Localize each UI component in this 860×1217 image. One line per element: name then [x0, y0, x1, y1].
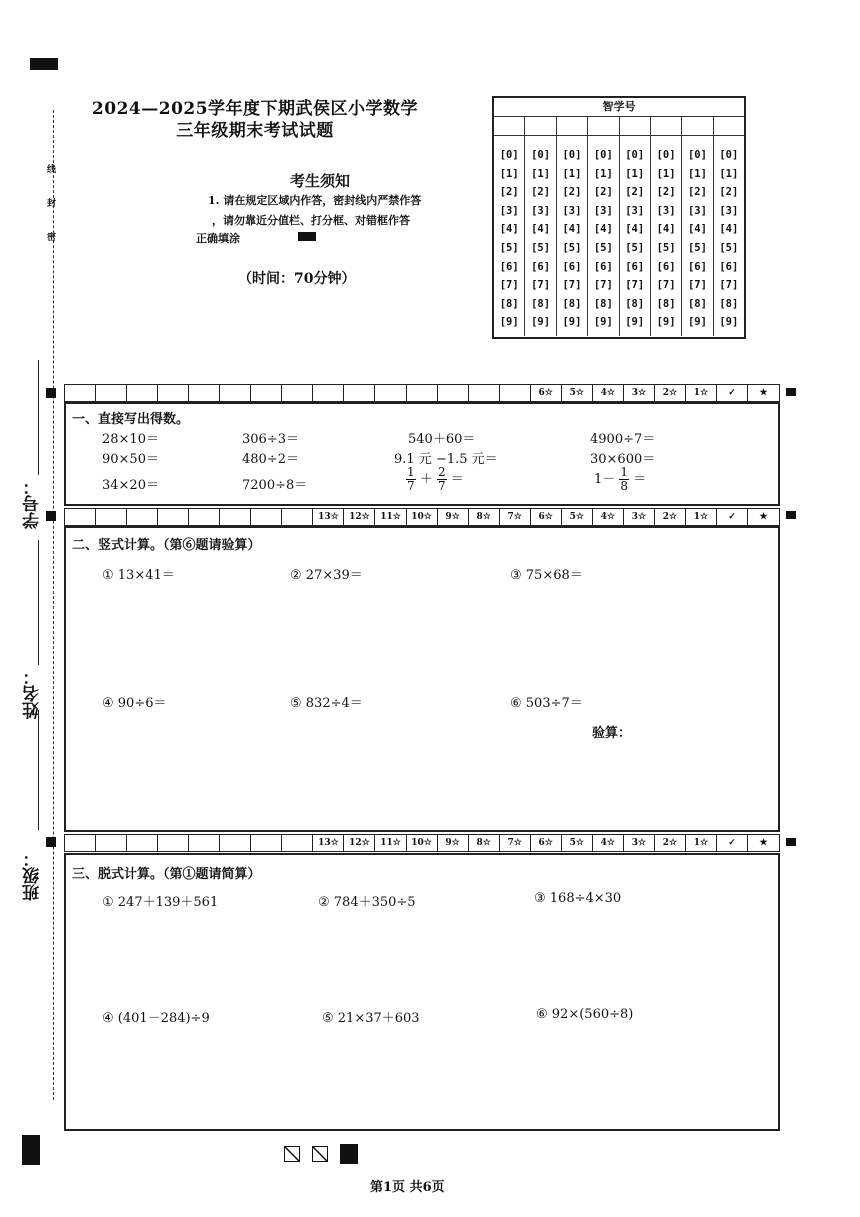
- score-cell[interactable]: ✓: [717, 835, 748, 851]
- student-id-column: [494, 117, 525, 336]
- student-id-bubble[interactable]: [4]: [531, 223, 551, 236]
- s3-item: ③ 168÷4×30: [534, 891, 622, 906]
- row-marker-right: [786, 511, 796, 519]
- section3-box: [64, 853, 780, 1131]
- student-id-bubble[interactable]: [5]: [593, 241, 613, 254]
- student-id-bubble[interactable]: [8]: [593, 297, 613, 310]
- student-id-bubble[interactable]: [8]: [531, 297, 551, 310]
- student-id-bubble[interactable]: [9]: [531, 316, 551, 329]
- score-cell-blank: [407, 385, 438, 401]
- student-id-bubble[interactable]: [8]: [719, 297, 739, 310]
- student-id-bubble[interactable]: [2]: [593, 186, 613, 199]
- score-cell[interactable]: 2☆: [655, 835, 686, 851]
- student-id-digit-box[interactable]: [714, 117, 744, 136]
- student-id-bubble[interactable]: [7]: [562, 279, 582, 292]
- s1-item: 34×20＝: [102, 478, 159, 493]
- student-id-bubble[interactable]: [4]: [593, 223, 613, 236]
- student-id-bubble[interactable]: [3]: [531, 204, 551, 217]
- student-id-bubble[interactable]: [6]: [499, 260, 519, 273]
- row-marker-left: [46, 837, 56, 847]
- section1-title: 一、直接写出得数。: [72, 412, 190, 427]
- s1-fraction-sum: [406, 466, 464, 493]
- row-marker-left: [46, 388, 56, 398]
- score-cell-blank: [189, 509, 220, 525]
- s1-item: 306÷3＝: [242, 432, 299, 447]
- score-cell-blank: [438, 385, 469, 401]
- frac-num: 1: [407, 465, 415, 479]
- score-cell[interactable]: 4☆: [593, 835, 624, 851]
- s3-item: ④ (401－284)÷9: [102, 1011, 210, 1026]
- s2-item: ③ 75×68＝: [510, 568, 583, 583]
- score-cell[interactable]: ★: [759, 838, 768, 848]
- student-id-column: [682, 117, 713, 336]
- name-line-lower: [38, 710, 39, 830]
- score-cell-blank: [500, 385, 531, 401]
- student-id-bubble[interactable]: [7]: [499, 279, 519, 292]
- student-id-bubble[interactable]: [9]: [593, 316, 613, 329]
- student-id-bubble[interactable]: [9]: [656, 316, 676, 329]
- student-id-bubble[interactable]: [2]: [625, 186, 645, 199]
- row-marker-right: [786, 388, 796, 396]
- filled-box: [340, 1144, 358, 1164]
- score-cell-blank: [282, 835, 313, 851]
- student-id-bubble[interactable]: [1]: [499, 167, 519, 180]
- score-cell[interactable]: 1☆: [686, 509, 717, 525]
- s2-item: ⑤ 832÷4＝: [290, 696, 363, 711]
- student-id-bubble[interactable]: [1]: [531, 167, 551, 180]
- student-id-bubble[interactable]: [8]: [625, 297, 645, 310]
- student-id-digit-box[interactable]: [494, 117, 524, 136]
- student-id-bubble[interactable]: [0]: [562, 149, 582, 161]
- score-cell-blank: [469, 385, 500, 401]
- s2-check-label: 验算：: [592, 726, 632, 741]
- score-cell[interactable]: 11☆: [375, 835, 406, 851]
- student-id-bubble[interactable]: [3]: [719, 204, 739, 217]
- score-cell[interactable]: 2☆: [655, 385, 686, 401]
- seal-char: 封: [47, 199, 57, 209]
- student-id-bubble[interactable]: [4]: [499, 223, 519, 236]
- frac-eq: ＝: [450, 472, 464, 487]
- score-row-section2: [64, 508, 780, 526]
- student-id-bubble[interactable]: [0]: [625, 149, 645, 161]
- student-id-bubble[interactable]: [5]: [499, 241, 519, 254]
- student-id-bubble[interactable]: [5]: [656, 241, 676, 254]
- student-id-bubble[interactable]: [4]: [656, 223, 676, 236]
- row-marker-left: [46, 511, 56, 521]
- score-cell[interactable]: 6☆: [531, 509, 562, 525]
- frac-den: 8: [620, 479, 629, 493]
- seal-line: [53, 110, 54, 1100]
- row-marker-right: [786, 838, 796, 846]
- s2-item: ⑥ 503÷7＝: [510, 696, 583, 711]
- student-id-column: [620, 117, 651, 336]
- student-id-bubble[interactable]: [7]: [531, 279, 551, 292]
- student-id-digit-box[interactable]: [588, 117, 618, 136]
- score-cell-blank: [220, 835, 251, 851]
- name-line: [38, 540, 39, 665]
- score-cell[interactable]: 6☆: [531, 385, 562, 401]
- student-id-bubble[interactable]: [3]: [687, 204, 707, 217]
- student-id-bubble[interactable]: [5]: [719, 241, 739, 254]
- s1-item: 540＋60＝: [408, 432, 476, 447]
- score-cell-blank: [65, 835, 96, 851]
- student-id-bubble[interactable]: [0]: [687, 149, 707, 161]
- class-label: 班级：: [23, 850, 43, 901]
- student-id-bubble[interactable]: [7]: [687, 279, 707, 292]
- student-id-bubble[interactable]: [2]: [656, 186, 676, 199]
- score-cell-blank: [189, 385, 220, 401]
- score-cell-blank: [65, 509, 96, 525]
- student-id-bubble[interactable]: [0]: [656, 149, 676, 161]
- score-cell[interactable]: 5☆: [562, 509, 593, 525]
- section1-box: [64, 402, 780, 506]
- s1-item: 90×50＝: [102, 452, 159, 467]
- student-id-bubble[interactable]: [8]: [562, 297, 582, 310]
- score-row-section1: [64, 384, 780, 402]
- score-cell[interactable]: ★: [759, 512, 768, 522]
- score-cell[interactable]: 4☆: [593, 509, 624, 525]
- frac-den: 7: [437, 479, 446, 493]
- s1-item: 7200÷8＝: [242, 478, 308, 493]
- student-id-bubble[interactable]: [4]: [719, 223, 739, 236]
- student-id-title: 智学号: [494, 98, 744, 117]
- score-cell[interactable]: 5☆: [562, 835, 593, 851]
- score-cell-blank: [344, 385, 375, 401]
- student-id-bubble[interactable]: [6]: [687, 260, 707, 273]
- score-cell-blank: [158, 509, 189, 525]
- student-id-bubble[interactable]: [1]: [625, 167, 645, 180]
- crossed-box: [312, 1146, 328, 1162]
- notice-line-3: 正确填涂: [196, 232, 240, 245]
- student-id-bubble[interactable]: [6]: [656, 260, 676, 273]
- student-id-bubble[interactable]: [9]: [625, 316, 645, 329]
- s1-item: 480÷2＝: [242, 452, 299, 467]
- name-label: 姓名：: [23, 668, 43, 719]
- exam-title-line1: 2024—2025学年度下期武侯区小学数学: [91, 99, 419, 119]
- student-id-bubble[interactable]: [1]: [687, 167, 707, 180]
- score-cell-blank: [251, 835, 282, 851]
- student-id-bubble[interactable]: [1]: [656, 167, 676, 180]
- exam-time: （时间：70分钟）: [238, 271, 356, 287]
- student-id-bubble[interactable]: [7]: [656, 279, 676, 292]
- frac-num: 2: [437, 465, 446, 479]
- score-cell-blank: [65, 385, 96, 401]
- seal-char: 线: [47, 165, 57, 175]
- frac-op: ＋: [419, 472, 433, 487]
- score-cell-blank: [313, 385, 344, 401]
- s1-item: 9.1 元 −1.5 元＝: [394, 452, 498, 467]
- student-id-bubble[interactable]: [7]: [593, 279, 613, 292]
- score-cell[interactable]: 7☆: [500, 509, 531, 525]
- score-cell-blank: [158, 835, 189, 851]
- student-id-bubble[interactable]: [5]: [625, 241, 645, 254]
- exam-title-line2: 三年级期末考试试题: [176, 121, 334, 141]
- student-id-bubble[interactable]: [3]: [499, 204, 519, 217]
- s2-item: ④ 90÷6＝: [102, 696, 167, 711]
- student-number-label: 学号：: [23, 478, 43, 529]
- student-id-digit-box[interactable]: [651, 117, 681, 136]
- score-cell[interactable]: 12☆: [344, 509, 375, 525]
- score-cell[interactable]: ✓: [717, 509, 748, 525]
- student-id-bubble[interactable]: [6]: [719, 260, 739, 273]
- student-id-bubble[interactable]: [5]: [562, 241, 582, 254]
- score-cell-blank: [96, 835, 127, 851]
- score-cell-blank: [282, 509, 313, 525]
- score-cell-blank: [282, 385, 313, 401]
- student-id-digit-box[interactable]: [557, 117, 587, 136]
- score-cell[interactable]: 6☆: [531, 835, 562, 851]
- student-id-bubble[interactable]: [2]: [499, 186, 519, 199]
- s3-item: ⑥ 92×(560÷8): [536, 1007, 634, 1022]
- notice-line-2: ，请勿靠近分值栏、打分框、对错框作答: [212, 214, 410, 227]
- s1-fraction-sub: [594, 466, 646, 493]
- student-id-column: [588, 117, 619, 336]
- student-id-digit-box[interactable]: [525, 117, 555, 136]
- s1-item: 30×600＝: [590, 452, 656, 467]
- student-id-bubble[interactable]: [3]: [562, 204, 582, 217]
- student-id-bubble[interactable]: [4]: [687, 223, 707, 236]
- student-id-bubble[interactable]: [9]: [499, 316, 519, 329]
- student-id-bubble[interactable]: [2]: [531, 186, 551, 199]
- score-cell-blank: [375, 385, 406, 401]
- student-id-digit-box[interactable]: [620, 117, 650, 136]
- student-number-line: [38, 360, 39, 475]
- frac-eq: ＝: [633, 472, 647, 487]
- score-cell[interactable]: ★: [759, 388, 768, 398]
- score-cell[interactable]: 3☆: [624, 835, 655, 851]
- student-id-bubble[interactable]: [1]: [562, 167, 582, 180]
- student-id-bubble[interactable]: [1]: [719, 167, 739, 180]
- student-id-digit-box[interactable]: [682, 117, 712, 136]
- student-id-bubble[interactable]: [7]: [719, 279, 739, 292]
- notice-title: 考生须知: [290, 172, 351, 190]
- s3-item: ② 784＋350÷5: [318, 895, 416, 910]
- student-id-bubble[interactable]: [7]: [625, 279, 645, 292]
- score-cell-blank: [251, 385, 282, 401]
- score-cell[interactable]: 9☆: [438, 835, 469, 851]
- score-cell-blank: [127, 509, 158, 525]
- score-cell[interactable]: 12☆: [344, 835, 375, 851]
- score-cell-blank: [96, 385, 127, 401]
- student-id-bubble[interactable]: [3]: [625, 204, 645, 217]
- student-id-bubble[interactable]: [2]: [687, 186, 707, 199]
- section3-title: 三、脱式计算。（第①题请简算）: [72, 867, 261, 882]
- score-cell[interactable]: 3☆: [624, 385, 655, 401]
- student-id-bubble[interactable]: [6]: [562, 260, 582, 273]
- corner-marker-bottom: [22, 1135, 40, 1165]
- student-id-bubble[interactable]: [8]: [499, 297, 519, 310]
- student-id-bubble[interactable]: [0]: [531, 149, 551, 161]
- score-cell-blank: [127, 835, 158, 851]
- student-id-bubble[interactable]: [1]: [593, 167, 613, 180]
- score-cell-blank: [96, 509, 127, 525]
- frac-lead: 1－: [594, 472, 616, 487]
- notice-line-1: 1. 请在规定区域内作答，密封线内严禁作答: [208, 194, 422, 207]
- fill-sample: [298, 232, 316, 241]
- student-id-bubble[interactable]: [5]: [687, 241, 707, 254]
- student-id-bubble[interactable]: [0]: [593, 149, 613, 161]
- score-cell[interactable]: 13☆: [313, 835, 344, 851]
- score-cell-blank: [251, 509, 282, 525]
- student-id-bubble[interactable]: [4]: [625, 223, 645, 236]
- student-id-bubble[interactable]: [6]: [593, 260, 613, 273]
- student-id-bubble[interactable]: [9]: [687, 316, 707, 329]
- s3-item: ① 247＋139＋561: [102, 895, 219, 910]
- s2-item: ② 27×39＝: [290, 568, 363, 583]
- frac-den: 7: [407, 479, 415, 493]
- student-id-bubble[interactable]: [4]: [562, 223, 582, 236]
- score-cell[interactable]: 5☆: [562, 385, 593, 401]
- page-number: 第1页 共6页: [370, 1180, 445, 1195]
- seal-char: 密: [47, 233, 57, 243]
- student-id-bubble[interactable]: [2]: [719, 186, 739, 199]
- score-cell[interactable]: 3☆: [624, 509, 655, 525]
- student-id-bubble[interactable]: [0]: [499, 149, 519, 161]
- score-cell[interactable]: 11☆: [375, 509, 406, 525]
- score-cell[interactable]: 1☆: [686, 835, 717, 851]
- student-id-bubble[interactable]: [6]: [531, 260, 551, 273]
- score-cell[interactable]: 9☆: [438, 509, 469, 525]
- score-cell[interactable]: 8☆: [469, 835, 500, 851]
- corner-marker-top: [30, 58, 58, 70]
- score-cell[interactable]: 7☆: [500, 835, 531, 851]
- score-cell[interactable]: 8☆: [469, 509, 500, 525]
- s2-item: ① 13×41＝: [102, 568, 175, 583]
- student-id-bubble[interactable]: [9]: [562, 316, 582, 329]
- student-id-bubble[interactable]: [5]: [531, 241, 551, 254]
- score-cell-blank: [158, 385, 189, 401]
- score-cell-blank: [220, 509, 251, 525]
- score-cell[interactable]: 2☆: [655, 509, 686, 525]
- score-cell-blank: [220, 385, 251, 401]
- student-id-bubble[interactable]: [3]: [593, 204, 613, 217]
- student-id-bubble[interactable]: [6]: [625, 260, 645, 273]
- student-id-column: [525, 117, 556, 336]
- score-cell[interactable]: 10☆: [407, 509, 438, 525]
- s1-item: 4900÷7＝: [590, 432, 656, 447]
- student-id-bubble[interactable]: [3]: [656, 204, 676, 217]
- student-id-bubble[interactable]: [8]: [656, 297, 676, 310]
- score-cell[interactable]: 1☆: [686, 385, 717, 401]
- student-id-bubble[interactable]: [0]: [719, 149, 739, 161]
- s1-item: 28×10＝: [102, 432, 159, 447]
- crossed-box: [284, 1146, 300, 1162]
- student-id-bubble[interactable]: [8]: [687, 297, 707, 310]
- score-cell-blank: [189, 835, 220, 851]
- student-id-grid: [492, 96, 746, 339]
- student-id-column: [651, 117, 682, 336]
- score-cell[interactable]: 10☆: [407, 835, 438, 851]
- student-id-column: [714, 117, 744, 336]
- student-id-bubble[interactable]: [9]: [719, 316, 739, 329]
- score-cell-blank: [127, 385, 158, 401]
- section2-title: 二、竖式计算。（第⑥题请验算）: [72, 538, 261, 553]
- score-row-section3: [64, 834, 780, 852]
- s3-item: ⑤ 21×37＋603: [322, 1011, 420, 1026]
- frac-num: 1: [620, 465, 629, 479]
- section2-box: [64, 526, 780, 832]
- score-cell[interactable]: ✓: [717, 385, 748, 401]
- score-cell[interactable]: 4☆: [593, 385, 624, 401]
- student-id-bubble[interactable]: [2]: [562, 186, 582, 199]
- score-cell[interactable]: 13☆: [313, 509, 344, 525]
- student-id-column: [557, 117, 588, 336]
